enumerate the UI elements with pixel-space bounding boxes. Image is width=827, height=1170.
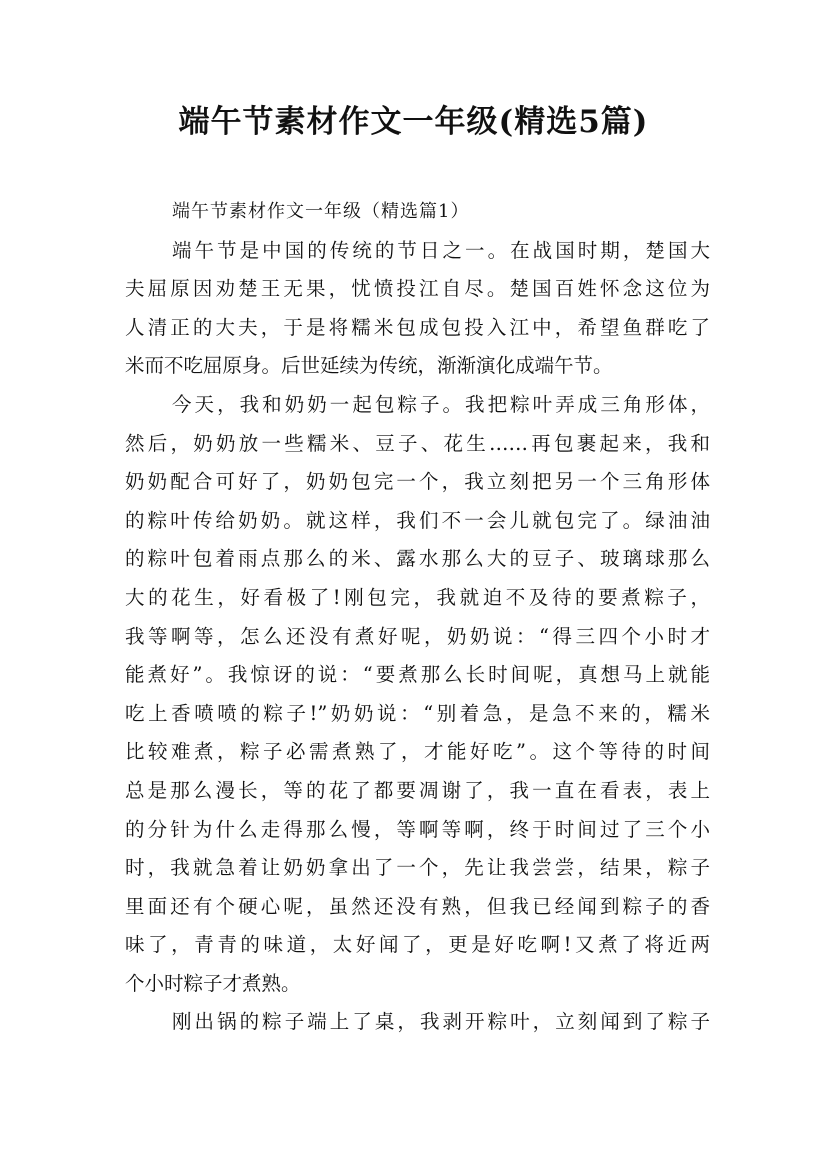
document-body: [125, 193, 710, 1042]
text-line: 大的花生，好看极了!刚包完，我就迫不及待的要煮粽子，: [125, 585, 710, 609]
text-line: 的分针为什么走得那么慢，等啊等啊，终于时间过了三个小: [125, 817, 710, 841]
text-line: 吃上香喷喷的粽子!”奶奶说：“别着急，是急不来的，糯米: [125, 701, 710, 725]
section-heading: 端午节素材作文一年级（精选篇1）: [172, 201, 470, 222]
text-line: 端午节是中国的传统的节日之一。在战国时期，楚国大: [172, 238, 710, 262]
text-line: 时，我就急着让奶奶拿出了一个，先让我尝尝，结果，粽子: [125, 856, 710, 880]
text-line: 比较难煮，粽子必需煮熟了，才能好吃”。这个等待的时间: [125, 740, 710, 764]
text-line: 的粽叶传给奶奶。就这样，我们不一会儿就包完了。绿油油: [125, 508, 710, 532]
text-line: 味了，青青的味道，太好闻了，更是好吃啊!又煮了将近两: [125, 933, 710, 957]
text-line: 个小时粽子才煮熟。: [125, 971, 301, 995]
text-line: 人清正的大夫，于是将糯米包成包投入江中，希望鱼群吃了: [125, 315, 710, 339]
text-line: 刚出锅的粽子端上了桌，我剥开粽叶，立刻闻到了粽子: [172, 1010, 710, 1034]
text-line: 能煮好”。我惊讶的说：“要煮那么长时间呢，真想马上就能: [125, 663, 710, 687]
text-line: 的粽叶包着雨点那么的米、露水那么大的豆子、玻璃球那么: [125, 547, 710, 571]
text-line: 然后，奶奶放一些糯米、豆子、花生……再包裹起来，我和: [125, 431, 710, 455]
text-line: 今天，我和奶奶一起包粽子。我把粽叶弄成三角形体，: [172, 392, 710, 416]
text-line: 总是那么漫长，等的花了都要凋谢了，我一直在看表，表上: [125, 778, 710, 802]
text-line: 里面还有个硬心呢，虽然还没有熟，但我已经闻到粽子的香: [125, 894, 710, 918]
text-line: 米而不吃屈原身。后世延续为传统，渐渐演化成端午节。: [125, 354, 613, 378]
text-line: 奶奶配合可好了，奶奶包完一个，我立刻把另一个三角形体: [125, 470, 710, 494]
page-title: 端午节素材作文一年级(精选5篇): [178, 104, 649, 140]
text-line: 我等啊等，怎么还没有煮好呢，奶奶说：“得三四个小时才: [125, 624, 710, 648]
text-line: 夫屈原因劝楚王无果，忧愤投江自尽。楚国百姓怀念这位为: [125, 277, 710, 301]
